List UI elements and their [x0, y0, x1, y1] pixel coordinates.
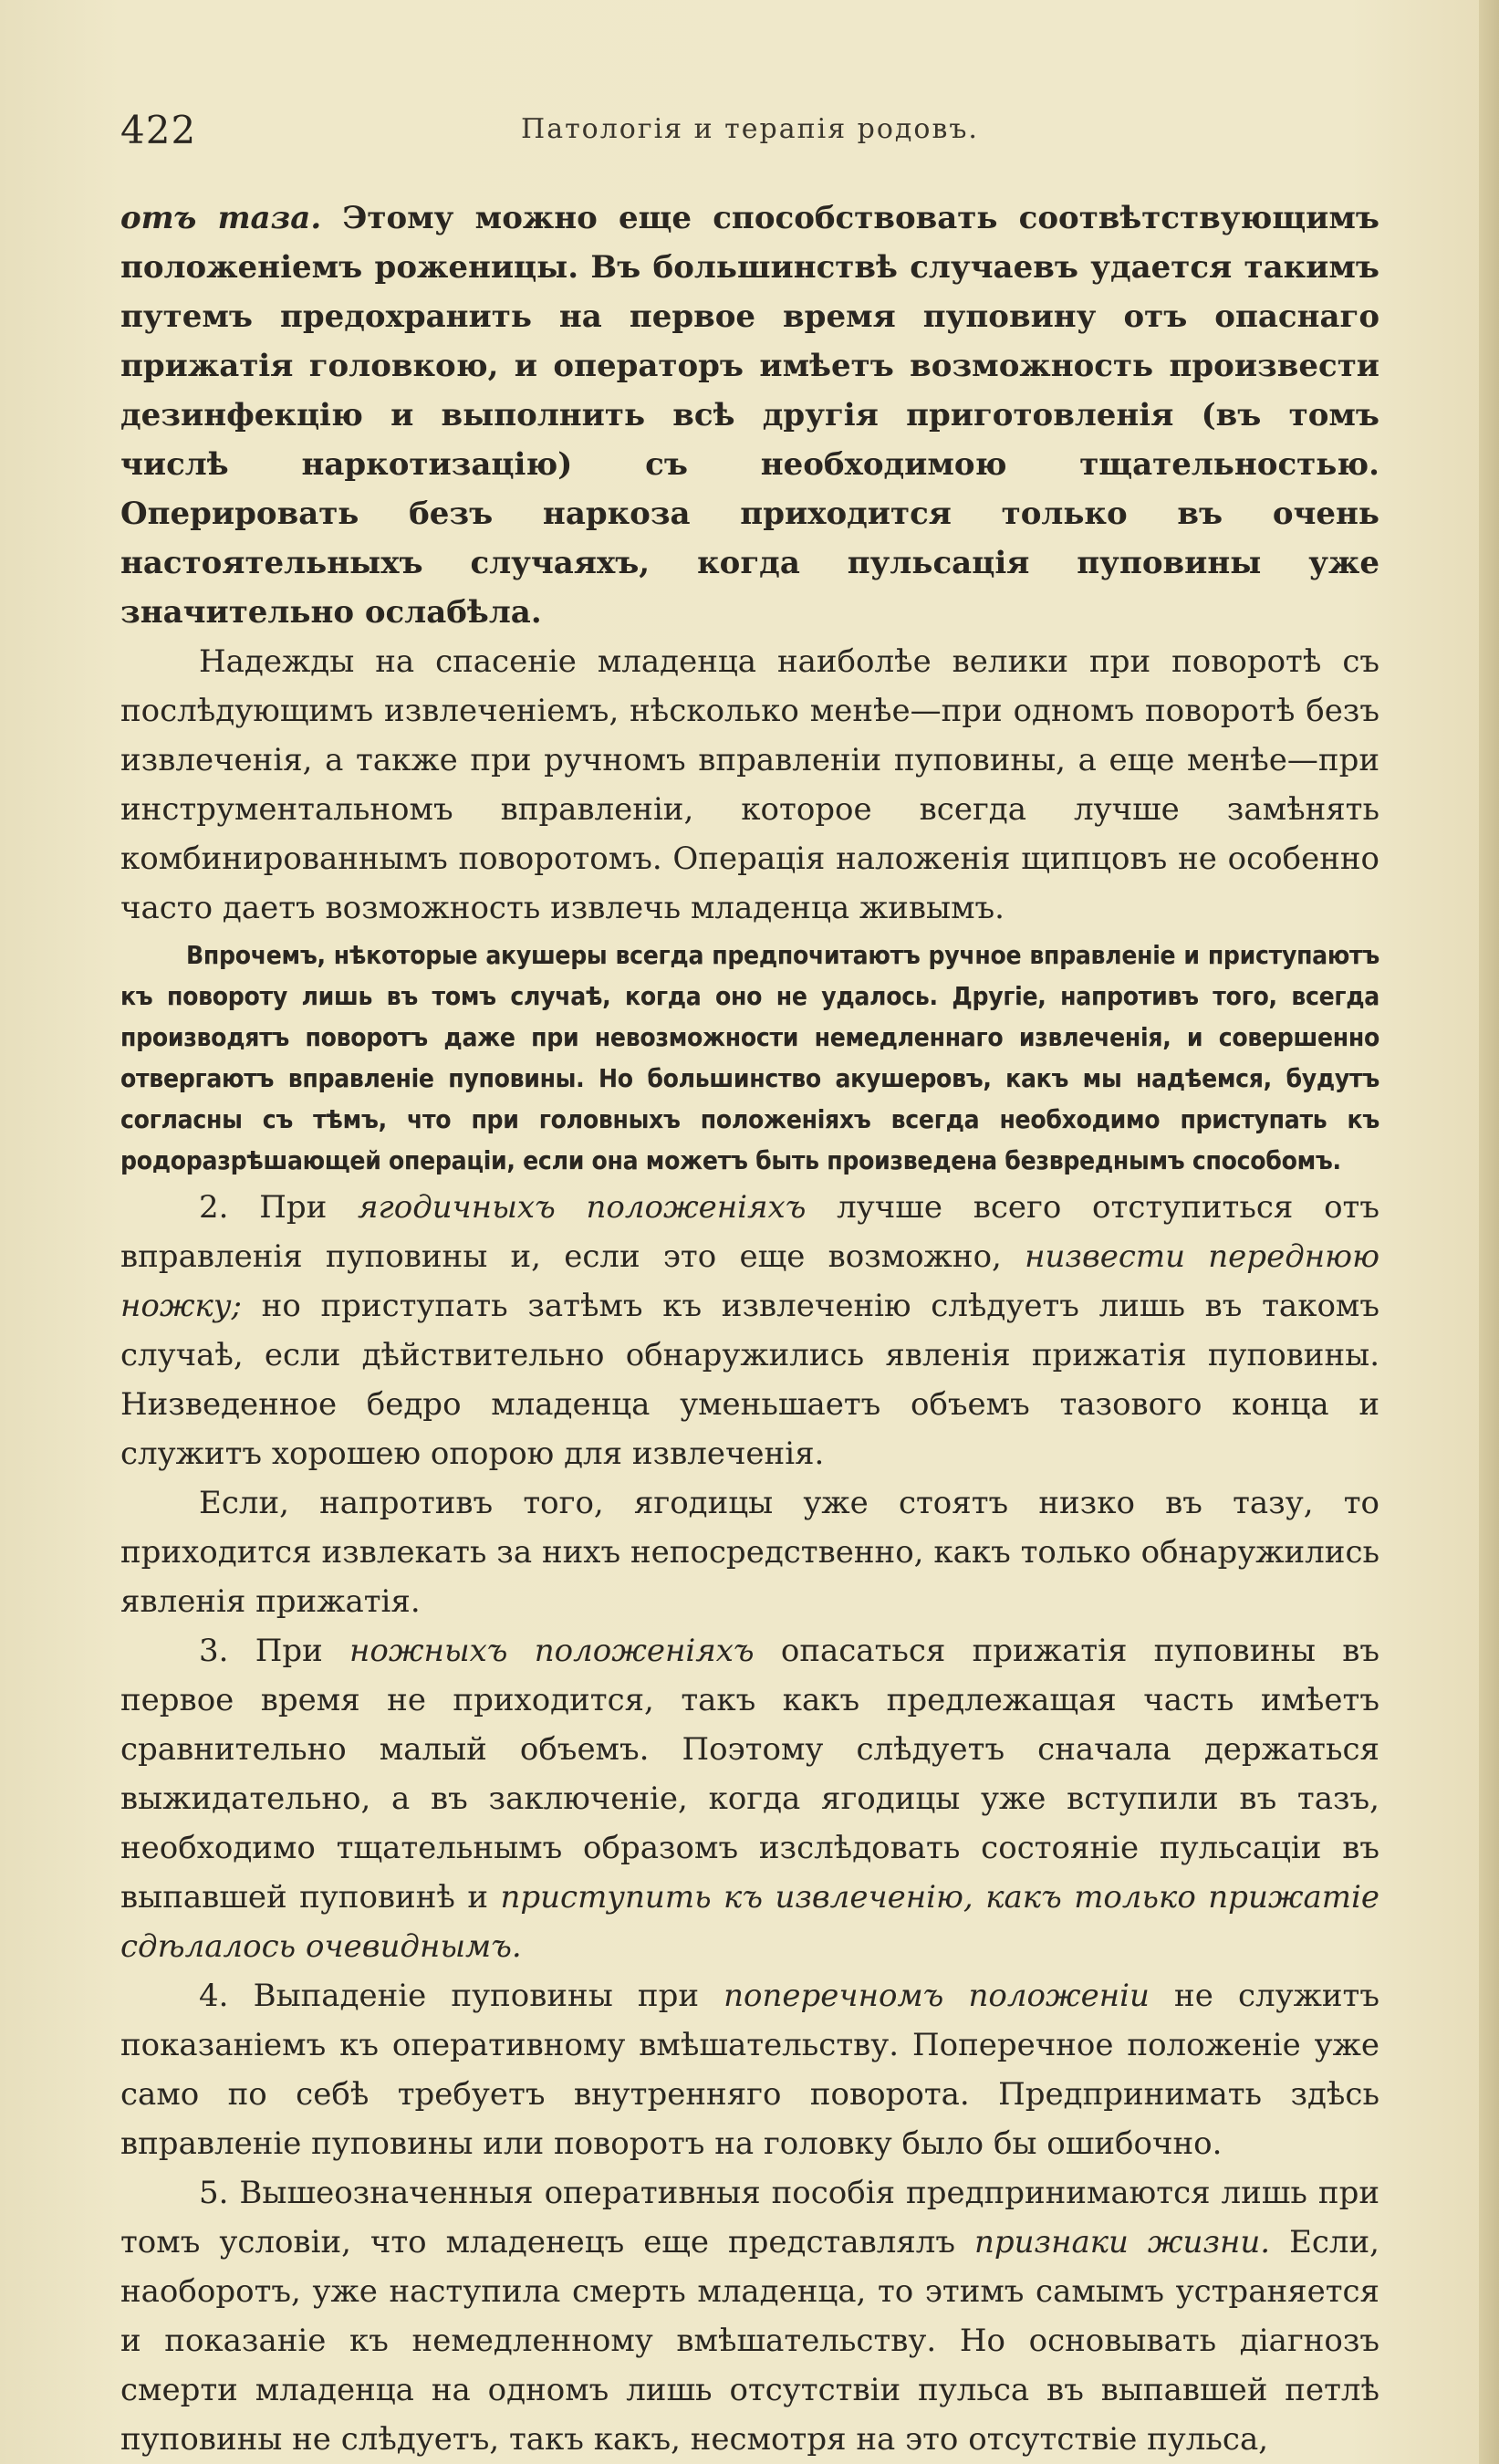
page-number: 422 [120, 108, 197, 152]
paragraph-breech-low: Если, напротивъ того, ягодицы уже стоятъ низко въ тазу, то приходится извлекать за нихъ непосредственно, какъ только обнаружились явленія прижатія. [120, 1485, 1379, 1620]
paragraph-text: но приступать затѣмъ къ извлеченію слѣдуетъ лишь въ такомъ случаѣ, если дѣйствительно обнаружились явленія прижатія пуповины. Низведенное бедро младенца уменьшаетъ объемъ тазового конца и служитъ хорошею опорою для извлеченія. [120, 1288, 1379, 1472]
paragraph-text: 5. Вышеозначенныя оперативныя пособія предпринимаются лишь при томъ условіи, что младенецъ еще представлялъ [120, 2175, 1379, 2260]
italic-phrase: ножныхъ положеніяхъ [349, 1633, 755, 1669]
page-edge [1479, 0, 1499, 2464]
page-header [120, 108, 1379, 162]
paragraph-breech [120, 1183, 1379, 1478]
italic-phrase: ягодичныхъ положеніяхъ [358, 1189, 807, 1226]
paragraph-footling [120, 1626, 1379, 1971]
paragraph-continuation [120, 193, 1379, 637]
paragraph-text: опасаться прижатія пуповины въ первое время не приходится, такъ какъ предлежащая часть имѣетъ сравнительно малый объемъ. Поэтому слѣдуетъ сначала держаться выжидательно, а въ заключеніе, когда ягодицы уже вступили въ тазъ, необходимо тщательнымъ образомъ изслѣдовать состояніе пульсаціи въ выпавшей пуповинѣ и [120, 1633, 1379, 1916]
paragraph-text: Этому можно еще способствовать соотвѣтствующимъ положеніемъ роженицы. Въ большинствѣ случаевъ удается такимъ путемъ предохранить на первое время пуповину отъ опаснаго прижатія головкою, и операторъ имѣетъ возможность произвести дезинфекцію и выполнить всѣ другія приготовленія (въ томъ числѣ наркотизацію) съ необходимою тщательностью. Оперировать безъ наркоза приходится только въ очень настоятельныхъ случаяхъ, когда пульсація пуповины уже значительно ослабѣла. [120, 200, 1379, 631]
italic-phrase: поперечномъ положеніи [723, 1978, 1150, 2014]
paragraph-text: 3. При [199, 1633, 350, 1669]
paragraph-text: 2. При [199, 1189, 359, 1226]
italic-phrase: отъ таза. [120, 200, 322, 236]
body-text [120, 193, 1379, 2464]
italic-phrase: низвести переднюю ножку; [120, 1238, 1379, 1324]
paragraph-transverse [120, 1971, 1379, 2168]
paragraph-text: Если, наоборотъ, уже наступила смерть младенца, то этимъ самымъ устраняется и показаніе къ немедленному вмѣшательству. Но основывать діагнозъ смерти младенца на одномъ лишь отсутствіи пульса въ выпавшей петлѣ пуповины не слѣдуетъ, такъ какъ, несмотря на это отсутствіе пульса, [120, 2224, 1379, 2458]
paragraph-text: 4. Выпаденіе пуповины при [199, 1978, 724, 2014]
paragraph-text: не служитъ показаніемъ къ оперативному вмѣшательству. Поперечное положеніе уже само по себѣ требуетъ внутренняго поворота. Предпринимать здѣсь вправленіе пуповины или поворотъ на головку было бы ошибочно. [120, 1978, 1379, 2162]
paragraph-signs-of-life [120, 2168, 1379, 2464]
paragraph-text: лучше всего отступиться отъ вправленія пуповины и, если это еще возможно, [120, 1189, 1379, 1275]
italic-phrase: признаки жизни. [973, 2224, 1271, 2260]
paragraph-smallprint-note: Впрочемъ, нѣкоторые акушеры всегда предпочитаютъ ручное вправленіе и приступаютъ къ повороту лишь въ томъ случаѣ, когда оно не удалось. Другіе, напротивъ того, всегда производятъ поворотъ даже при невозможности немедленнаго извлеченія, и совершенно отвергаютъ вправленіе пуповины. Но большинство акушеровъ, какъ мы надѣемся, будутъ согласны съ тѣмъ, что при головныхъ положеніяхъ всегда необходимо приступать къ родоразрѣшающей операціи, если она можетъ быть произведена безвреднымъ способомъ. [120, 940, 1379, 1175]
paragraph-prognosis: Надежды на спасеніе младенца наиболѣе велики при поворотѣ съ послѣдующимъ извлеченіемъ, нѣсколько менѣе—при одномъ поворотѣ безъ извлеченія, а также при ручномъ вправленіи пуповины, а еще менѣе—при инструментальномъ вправленіи, которое всегда лучше замѣнять комбинированнымъ поворотомъ. Операція наложенія щипцовъ не особенно часто даетъ возможность извлечь младенца живымъ. [120, 643, 1379, 926]
italic-phrase: приступить къ извлеченію, какъ только прижатіе сдѣлалось очевиднымъ. [120, 1879, 1380, 1965]
running-title: Патологія и терапія родовъ. [521, 113, 979, 145]
